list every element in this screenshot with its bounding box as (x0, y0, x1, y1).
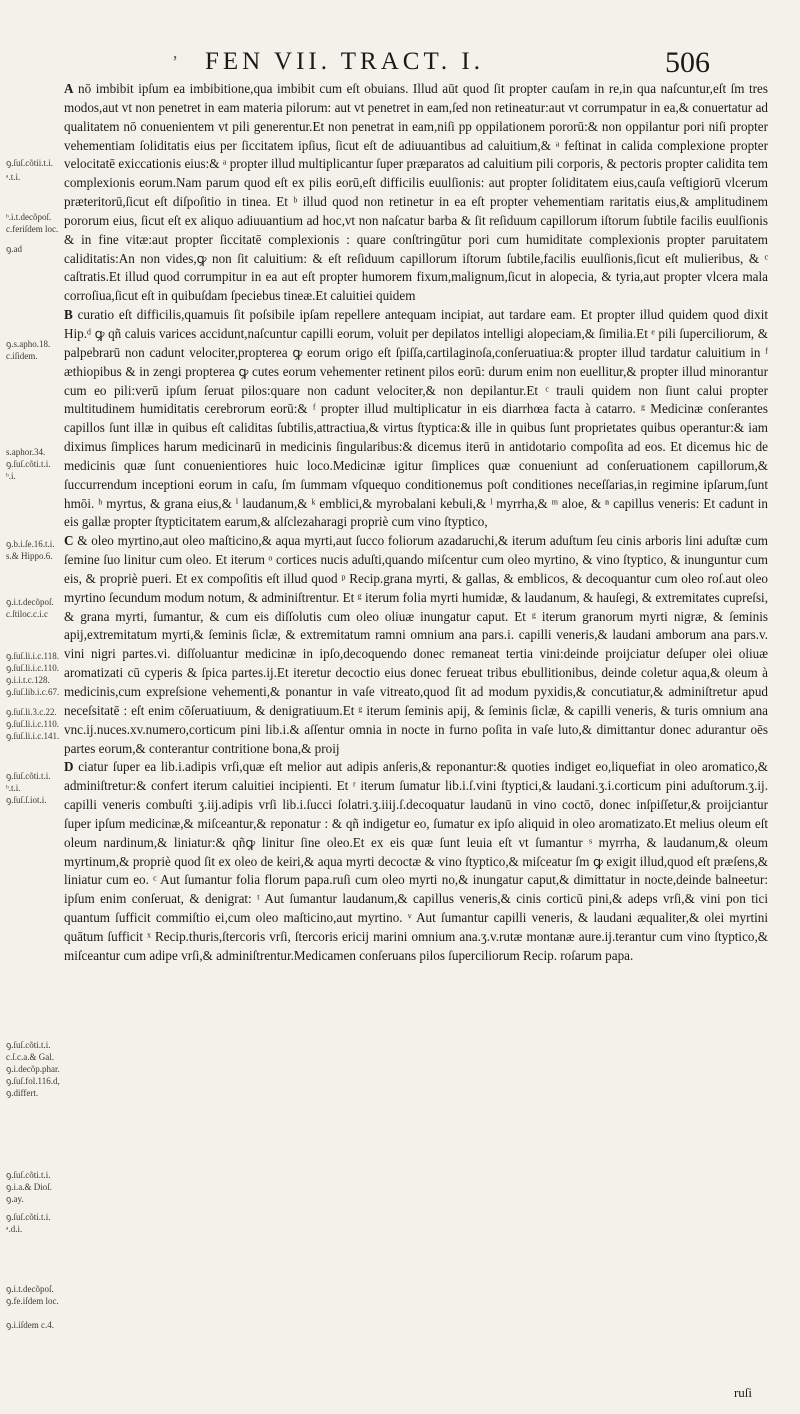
margin-note: ꝯ.i.iſdem c.4. (6, 1320, 55, 1330)
paragraph-text: & oleo myrtino,aut oleo maſticino,& aqua myrti,aut ſucco foliorum azadaruchi,& iterum aduſtum ſeu cinis arboris lini aduſtæ cum ſemine ſuo linitur cum oleo. Et iterum ᵒ cortices nucis aduſti,quando miſcentur cum oleo myrtino, & vino ſtyptico, & inunguntur cum eis, & propriè pueri. Et ex compoſitis eſt illud quod ᵖ Recip.grana myrti, & gallas, & emblicos, & decoquantur cum oleo roſ.aut oleo myrtino ſecundum modum notum, & adminiſtrentur. Et ᵍ iterum folia myrti humidæ, & laudanum, & hauſegi, & extremitates cupreſsi, & grana myrti, ſumantur, & cum eis diſſolutis cum oleo oliuæ inungatur caput. Et ᵍ iterum granorum myrti nigræ, & ſeminis apij,extremitatum myrti,& ſeminis ſiclæ, & extremitatum ramni omnium ana pars.i. capilli veneris,& laudani amborum ana pars.v. vini nigri partes.vi. diſſoluantur medicinæ in ipſo,decoquendo donec remaneat tertia vini:deinde proijciatur deſuper olei oliuæ aromatizati cū cyperis & ſpica partes.ij.Et iteretur decoctio eius donec ferueat tribus ebullitionibus, deinde coletur aqua,& oleum à medicinis,cum expreſsione vehementi,& ponantur in vaſe vitreato,quod ſit ad modum pyxidis,& concutiatur,& adminiſtretur apud neceſsitatē : eſt enim cōſeruatiuum, & denigratiuum.Et ᵍ iterum ſeminis apij, & ſeminis ſiclæ, & capilli veneris, & turis omnium ana vnc.ij.nuces.xv.numero,corticum pini lib.i.& aſſentur omnia in nocte in furno poſita in vaſe luto,& dimittantur donec adurantur oēs partes eorum,& conterantur contritione bona,& proij (64, 533, 769, 756)
body-text (64, 80, 768, 966)
margin-note: ᵇ.i. (6, 471, 16, 481)
margin-note: c.ſtiloc.c.i.c (6, 609, 48, 619)
paragraph-a (64, 80, 768, 306)
paragraph-text: curatio eſt difficilis,quamuis ſit poſsibile ipſam repellere antequam incipiat, aut tardare eam. Et propter illud quidem quod dixit Hip.ᵈ ꝙ qñ caluis varices accidunt,naſcuntur capilli eorum, voluit per depilatos intelligi alopeciam,& ſimilia.Et ᵉ pili ſuperciliorum, & palpebrarū non cadunt velociter,propterea ꝙ eorum origo eſt ſpiſſa,cartilaginoſa,conſeruatiua:& propter illud tardatur caluitium in ᶠ æthiopibus & in zengi propterea ꝙ cutes eorum vehementer retinent pilos eorū: durum enim non euellitur,& propter illud minorantur cum eo pili:verū ipſum ſeruat pilos:quare non cadunt velociter,& non depilantur.Et ᶜ trauli quidem non ſiunt calui propter multitudinem humiditatis cerebrorum eorū:& ᶠ propter illud multiplicatur in eis diarrhœa facta à catarro. ᵍ Medicinæ conſerantes capillos ſunt illæ in quibus eſt caliditas ſubtilis,attractiua,& virtus ſtyptica:& ille in quibus ſunt proprietates quibus operantur:& iam diximus ſimplices harum medicinarū in medicinis ſingularibus:& dicemus iterū in antidotario compoſita ad eos. Et dicemus hic de medicinis quæ ſunt conuenientiores huic loco.Medicinæ igitur ſimplices quæ conueniunt ad conſeruationem capillorum,& ſuccurrendum inceptioni eorum in caſu, ſm ſummam vſquequo conditionemus poſt conditiones neceſſarias,in regimine ipſarum,ſunt hmōi. ʰ myrtus, & grana eius,& ⁱ laudanum,& ᵏ emblici,& myrobalani kebuli,& ˡ myrrha,& ᵐ aloe, & ⁿ capillus veneris: Et cadunt in eis gallæ propter ſtypticitatem earum,& alſclezaharagi propriè cum vino ſtyptico, (64, 307, 768, 530)
margin-note: ꝯ.ay. (6, 1194, 24, 1204)
margin-note: ꝯ.b.i.ſe.16.t.i. (6, 539, 55, 549)
margin-note: ꝯ.differt. (6, 1088, 39, 1098)
margin-note: ꝯ.ſuſ.cõti.t.i. (6, 1212, 51, 1222)
margin-note: c.iſidem. (6, 351, 38, 361)
margin-note: s.aphor.34. (6, 447, 46, 457)
section-letter: B (64, 307, 73, 323)
paragraph-c (64, 532, 768, 758)
margin-note: ꝯ.ſuſ.li.i.c.110. (6, 663, 59, 673)
margin-note: ꝯ.i.a.& Dioſ. (6, 1182, 53, 1192)
paragraph-text: nō imbibit ipſum ea imbibitione,qua imbibit cum eſt obuians. Illud aūt quod ſit propter cauſam in re,in qua naſcuntur,eſt ſm tres modos,aut vt non penetret in eam materia pilorum: aut vt penetret in eam,ſed non retineatur:aut vt corrumpatur in ea,& conuertatur ad qualitatem nō conuenientem vt pili generentur.Et non penetrat in eam,niſi pp oppilationem pororū:& non oppilantur pori niſi propter vehementiam ſoliditatis eius per ſiccitatem ipſius, ſicut eſt de adiuuantibus ad caluitium,& ᵃ feſtinat in calida complexione propter velocitatē exiccationis eius:& ᵃ propter illud multiplicantur ſuper præparatos ad caluitium pili corporis, & pectoris propter calidita tem complexionis eorum.Nam parum quod eſt ex pilis eorū,eſt difficilis euulſionis: aut propter ſoliditatem eius,cauſa veſtigiorū vlcerum præteritorū,ſicut eſt diſpoſitio in tinea. Et ᵇ illud quod non retinetur in ea eſt propter vehementiam raritatis eius,& amplitudinem pororum eius, ſicut eſt ex aliquo adiuuantium ad hoc,vt non naſcatur barba & ſit reſiduum capillorum iſtorum ſubtile facilis euulſionis & in fine vitæ:aut propter ſiccitatē complexionis : quare conſtringūtur pori cum humiditate complexionis propter paruitatem caliditatis:An non vides,ꝙ non ſit caluitium: & eſt reſiduum capillorum iſtorum ſubtile,facilis euulſionis,ſicut eſt mulieribus, & ᶜ caſtratis.Et illud quod corrumpitur in ea aut eſt propter humorem fixum,malignum,ſicut in alopecia, & tyria,aut propter vlcera mala corroſiua,ſicut eſt in quibuſdam ſpeciebus tineæ.Et caluitiei quidem (64, 81, 768, 304)
margin-note: ᵇ.t.i. (6, 783, 21, 793)
margin-note: ꝯ.ſuſ.fol.116.d, (6, 1076, 60, 1086)
catchword: ruſi (733, 1385, 752, 1400)
running-title: FEN VII. TRACT. I. (205, 48, 484, 75)
margin-note: ᵃ.d.i. (6, 1224, 23, 1234)
margin-note: ꝯ.ſuſ.cõti.t.i. (6, 771, 51, 781)
paragraph-text: ciatur ſuper ea lib.i.adipis vrſi,quæ eſt melior aut adipis anſeris,& reponantur:& quoties indiget eo,liquefiat in oleo aromatico,& adminiſtretur:& confert iterum caluitiei incipienti. Et ʳ iterum ſumatur lib.i.ſ.vini ſtyptici,& laudani.ʒ.i.corticum pini aduſtorum.ʒ.ij. capilli veneris combuſti ʒ.iij.adipis vrſi lib.i.ſucci ſolatri.ʒ.iiij.ſ.decoquatur laudanū in vino coctō, donec inſpiſſetur,& proijciantur ſuper ipſum medicinæ,& miſceantur,& reponatur : & qñ indigetur eo, ſumatur ex ipſo aliquid in oleo aromatizato.Et melius oleum eſt oleum nardinum,& liniatur:& qñꝙ linitur ſine oleo.Et ex eis quæ ſunt leuia eſt vt ſumantur ˢ myrrha, & laudanum,& oleum myrtinum,& propriè quod ſit ex oleo de keiri,& aqua myrti decoctæ & vino ſtyptico,& miſceatur ſm ꝙ exigit illud,quod eſt præſens,& liniatur cum eo. ᶜ Aut ſumantur folia florum papa.ruſi cum oleo myrti no,& inungatur caput,& dimittatur in nocte,deinde balneetur: ipſum enim conſeruat, & denigrat: ᵗ Aut ſumantur laudanum,& capillus veneris,& cinis corticū pini,& adeps vrſi,& vini pon tici quantum ſufficit commiſtio ei,cum oleo maſticino,aut myrtino. ᵛ Aut ſumantur capilli veneris, & laudani æqualiter,& olei myrtini quātum ſufficit ˣ Recip.thuris,ſtercoris vrſi, ſtercoris ericij marini omnium ana.ʒ.v.rutæ montanæ aure.ij.terantur cum vino ſtyptico,& miſceantur cum adipe vrſi,& adminiſtrentur.Medicamen conſeruans pilos ſuperciliorum Recip. roſarum papa. (64, 759, 768, 963)
margin-note: ᵇ.i.t.decõpoſ. (6, 212, 52, 222)
paragraph-b (64, 306, 768, 532)
header-mark: ’ (172, 52, 178, 72)
margin-note: ꝯ.ſuſ.cõti.t.i. (6, 1170, 51, 1180)
section-letter: C (64, 533, 74, 549)
margin-note: ꝯ.ſuſ.li.3.c.22. (6, 707, 57, 717)
margin-note: ꝯ.ſuſ.li.i.c.118. (6, 651, 59, 661)
section-letter: D (64, 759, 74, 775)
margin-note: ꝯ.ad (6, 244, 23, 254)
margin-note: c.ſ.c.a.& Gal. (6, 1052, 54, 1062)
margin-note: ꝯ.ſuſ.cõti.t.i. (6, 459, 51, 469)
margin-note: ꝯ.ſuſ.ſ.iot.i. (6, 795, 47, 805)
margin-note: ꝯ.i.decõp.phar. (6, 1064, 60, 1074)
margin-note: s.& Hippo.6. (6, 551, 53, 561)
margin-note: ꝯ.ſuſ.li.i.c.110. (6, 719, 59, 729)
margin-note: ꝯ.fe.iſdem loc. (6, 1296, 59, 1306)
margin-note: ᵃ.t.i. (6, 172, 21, 182)
margin-note: ꝯ.i.i.t.c.128. (6, 675, 50, 685)
margin-note: ꝯ.ſuſ.lib.i.c.67. (6, 687, 60, 697)
margin-note: ꝯ.i.t.decõpoſ. (6, 1284, 54, 1294)
page-number: 506 (665, 46, 710, 79)
margin-note: ꝯ.ſuſ.cõti.t.i. (6, 1040, 51, 1050)
margin-note: ꝯ.s.apho.18. (6, 339, 51, 349)
section-letter: A (64, 81, 74, 96)
margin-note: ꝯ.ſuſ.li.i.c.141. (6, 731, 60, 741)
paragraph-d (64, 758, 768, 965)
margin-note: c.feriſdem loc. (6, 224, 59, 234)
margin-note: ꝯ.ſuſ.cõtii.t.i. (6, 158, 54, 168)
margin-note: ꝯ.i.t.decõpoſ. (6, 597, 54, 607)
